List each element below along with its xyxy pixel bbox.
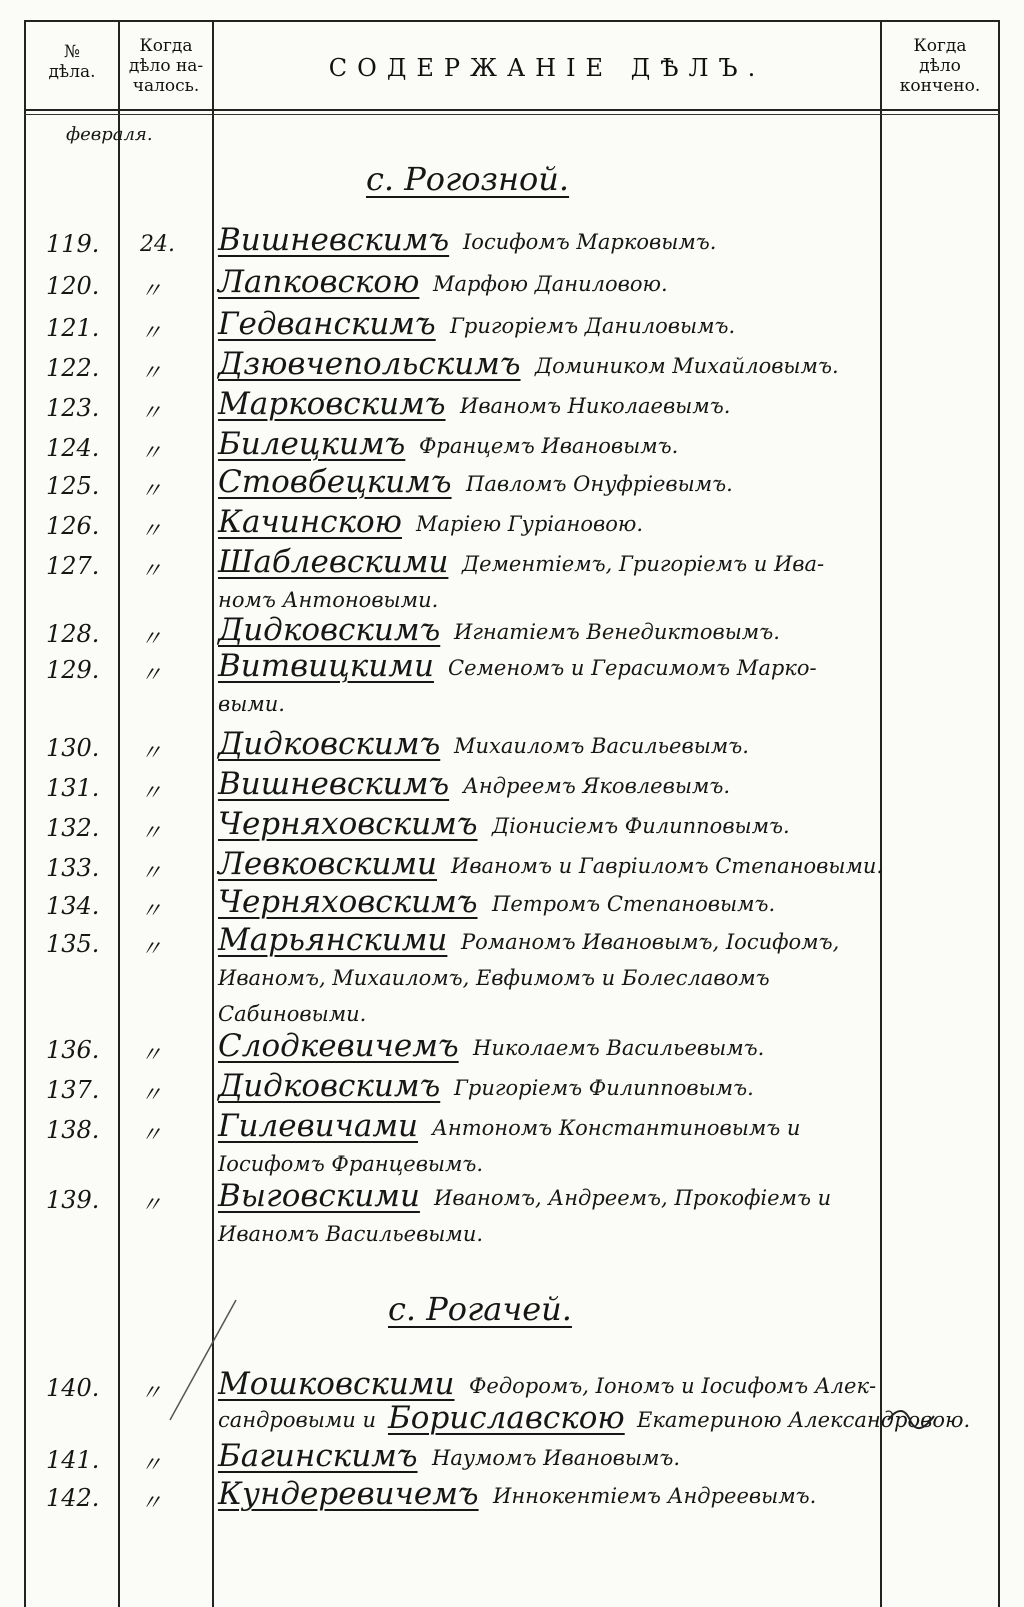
entry-given-names: Григоріемъ Филипповымъ. (454, 1076, 754, 1100)
entry-given-names: Петромъ Степановымъ. (492, 892, 776, 916)
entry-surname: Мошковскими (218, 1366, 455, 1402)
entry-surname: Выговскими (218, 1178, 420, 1214)
entry-continuation: Иваномъ Васильевыми. (218, 1222, 484, 1246)
entry-surname: Лапковскою (218, 264, 420, 300)
entry-date: 〃 (140, 861, 163, 886)
entry-given-names: Діонисіемъ Филипповымъ. (492, 814, 790, 838)
entry-surname: Бориславскою (388, 1400, 625, 1436)
entry-surname: Дидковскимъ (218, 726, 441, 762)
entry-date: 〃 (140, 781, 163, 806)
entry-surname: Гилевичами (218, 1108, 419, 1144)
entry-surname: Дидковскимъ (218, 1068, 441, 1104)
entry-date: 〃 (140, 559, 163, 584)
entry-number: 125. (46, 472, 100, 500)
entry-number: 121. (46, 314, 100, 342)
entry-given-names: Иннокентіемъ Андреевымъ. (493, 1484, 817, 1508)
entry-surname: Витвицкими (218, 648, 434, 684)
entry-given-names: Маріею Гуріановою. (416, 512, 644, 536)
entry-number: 135. (46, 930, 100, 958)
entry-date: 〃 (140, 899, 163, 924)
header-col-content: СОДЕРЖАНІЕ ДѢЛЪ. (328, 54, 766, 82)
entry-date: 〃 (140, 279, 163, 304)
entry-date: 24. (140, 232, 175, 257)
entry-given-names: Андреемъ Яковлевымъ. (463, 774, 731, 798)
entry-surname: Стовбецкимъ (218, 464, 452, 500)
entry-date: 〃 (140, 361, 163, 386)
pencil-stroke (170, 1300, 236, 1420)
entry-number: 138. (46, 1116, 100, 1144)
entry-continuation: номъ Антоновыми. (218, 588, 439, 612)
entry-number: 131. (46, 774, 100, 802)
entry-given-names: Иваномъ, Андреемъ, Прокофіемъ и (434, 1186, 832, 1210)
entry-number: 140. (46, 1374, 100, 1402)
entry-date: 〃 (140, 741, 163, 766)
entry-surname: Билецкимъ (218, 426, 406, 462)
entry-number: 133. (46, 854, 100, 882)
entry-given-names: Павломъ Онуфріевымъ. (466, 472, 733, 496)
entry-continuation: сандровыми и (218, 1408, 376, 1432)
entry-number: 127. (46, 552, 100, 580)
entry-date: 〃 (140, 1083, 163, 1108)
entry-surname: Шаблевскими (218, 544, 449, 580)
entry-surname: Марковскимъ (218, 386, 446, 422)
entry-continuation: выми. (218, 692, 285, 716)
entry-surname: Марьянскими (218, 922, 448, 958)
entry-surname: Вишневскимъ (218, 766, 450, 802)
entry-number: 142. (46, 1484, 100, 1512)
entry-continuation: Екатериною Александровою. (637, 1408, 971, 1432)
entry-date: 〃 (140, 627, 163, 652)
entry-given-names: Романомъ Ивановымъ, Іосифомъ, (461, 930, 840, 954)
entry-surname: Гедванскимъ (218, 306, 436, 342)
entry-date: 〃 (140, 1453, 163, 1478)
entry-surname: Вишневскимъ (218, 222, 450, 258)
paraph-flourish (888, 1411, 934, 1428)
entry-date: 〃 (140, 479, 163, 504)
entry-surname: Дзювчепольскимъ (218, 346, 521, 382)
entry-surname: Качинскою (218, 504, 402, 540)
entry-date: 〃 (140, 1381, 163, 1406)
entry-given-names: Марфою Даниловою. (433, 272, 668, 296)
entry-continuation: Иваномъ, Михаиломъ, Евфимомъ и Болеславомъ (218, 966, 770, 990)
entry-date: 〃 (140, 519, 163, 544)
section-heading: с. Рогачей. (388, 1290, 572, 1328)
entry-given-names: Михаиломъ Васильевымъ. (454, 734, 749, 758)
entry-given-names: Иваномъ Николаевымъ. (460, 394, 731, 418)
header-col-started: Когда дѣло на- чалось. (128, 36, 204, 96)
entry-number: 124. (46, 434, 100, 462)
header-col-finished: Когда дѣло кончено. (899, 36, 981, 96)
entry-date: 〃 (140, 821, 163, 846)
entry-surname: Дидковскимъ (218, 612, 441, 648)
entry-date: 〃 (140, 663, 163, 688)
entry-date: 〃 (140, 321, 163, 346)
entry-date: 〃 (140, 401, 163, 426)
entry-number: 132. (46, 814, 100, 842)
entry-given-names: Наумомъ Ивановымъ. (432, 1446, 681, 1470)
entry-given-names: Федоромъ, Іономъ и Іосифомъ Алек- (469, 1374, 877, 1398)
entry-surname: Левковскими (218, 846, 437, 882)
entry-given-names: Дементіемъ, Григоріемъ и Ива- (462, 552, 825, 576)
entry-number: 139. (46, 1186, 100, 1214)
entry-given-names: Іосифомъ Марковымъ. (463, 230, 717, 254)
entry-given-names: Иваномъ и Гавріиломъ Степановыми. (451, 854, 884, 878)
entry-continuation: Сабиновыми. (218, 1002, 367, 1026)
entry-date: 〃 (140, 1193, 163, 1218)
entry-number: 130. (46, 734, 100, 762)
entry-number: 141. (46, 1446, 100, 1474)
entry-given-names: Семеномъ и Герасимомъ Марко- (448, 656, 817, 680)
entry-surname: Багинскимъ (218, 1438, 418, 1474)
entry-given-names: Домиником Михайловымъ. (535, 354, 839, 378)
entry-surname: Слодкевичемъ (218, 1028, 459, 1064)
entry-number: 128. (46, 620, 100, 648)
section-heading: с. Рогозной. (366, 160, 570, 198)
entry-number: 136. (46, 1036, 100, 1064)
entry-number: 123. (46, 394, 100, 422)
entry-number: 126. (46, 512, 100, 540)
entry-surname: Кундеревичемъ (218, 1476, 479, 1512)
entry-number: 122. (46, 354, 100, 382)
entry-number: 119. (46, 230, 100, 258)
entry-given-names: Францемъ Ивановымъ. (419, 434, 679, 458)
entry-given-names: Антономъ Константиновымъ и (432, 1116, 801, 1140)
entry-number: 120. (46, 272, 100, 300)
header-col-number: № дѣла. (48, 42, 96, 82)
entry-surname: Черняховскимъ (218, 884, 478, 920)
entry-date: 〃 (140, 1491, 163, 1516)
entry-continuation: Іосифомъ Францевымъ. (218, 1152, 484, 1176)
entry-number: 137. (46, 1076, 100, 1104)
entry-given-names: Игнатіемъ Венедиктовымъ. (454, 620, 780, 644)
entry-date: 〃 (140, 441, 163, 466)
entry-surname: Черняховскимъ (218, 806, 478, 842)
entry-date: 〃 (140, 1043, 163, 1068)
entry-given-names: Николаемъ Васильевымъ. (473, 1036, 765, 1060)
entry-number: 129. (46, 656, 100, 684)
month-label: февраля. (66, 124, 153, 145)
entry-date: 〃 (140, 937, 163, 962)
entry-given-names: Григоріемъ Даниловымъ. (450, 314, 736, 338)
entry-date: 〃 (140, 1123, 163, 1148)
entry-number: 134. (46, 892, 100, 920)
